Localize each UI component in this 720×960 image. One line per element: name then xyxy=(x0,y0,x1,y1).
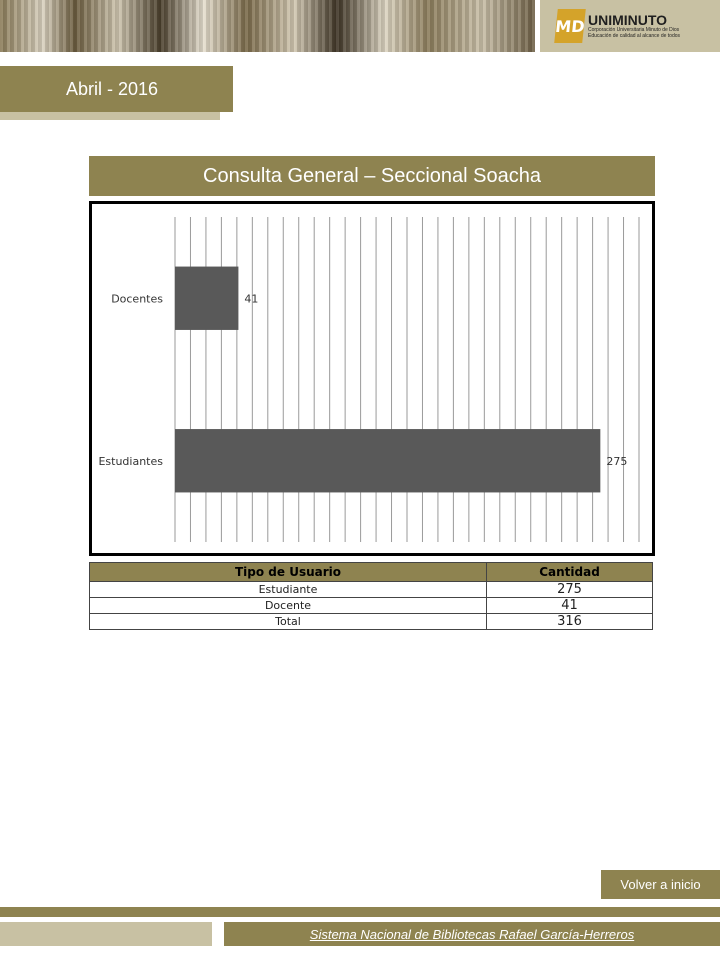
uniminuto-logo xyxy=(540,0,720,52)
cell-tipo: Estudiante xyxy=(90,582,487,598)
logo-tagline: Educación de calidad al alcance de todos xyxy=(588,33,681,39)
cell-tipo: Total xyxy=(90,614,487,630)
table-header-row xyxy=(90,563,653,582)
footer-panel xyxy=(224,922,720,946)
back-to-home-button[interactable]: Volver a inicio xyxy=(601,870,720,899)
bar-estudiantes xyxy=(175,429,600,492)
cell-cantidad: 41 xyxy=(487,598,653,614)
logo-name: UNIMINUTO xyxy=(588,12,668,28)
cell-cantidad: 275 xyxy=(487,582,653,598)
logo-subtitle: Corporación Universitaria Minuto de Dios xyxy=(588,27,680,33)
category-label: Docentes xyxy=(111,292,163,306)
logo-text xyxy=(588,13,680,39)
header-tipo-usuario: Tipo de Usuario xyxy=(90,563,487,582)
summary-table xyxy=(89,562,653,630)
footer-library-link[interactable]: Sistema Nacional de Bibliotecas Rafael García-Herreros xyxy=(309,926,635,942)
table-row-total xyxy=(90,614,653,630)
bar-docentes xyxy=(175,267,238,330)
table-row xyxy=(90,598,653,614)
table-row xyxy=(90,582,653,598)
category-label: Estudiantes xyxy=(98,454,163,468)
data-label: 275 xyxy=(606,454,628,468)
header-banner-image xyxy=(0,0,535,52)
data-label: 41 xyxy=(244,292,259,306)
footer-divider xyxy=(0,907,720,917)
footer-left-panel xyxy=(0,922,212,946)
bar-chart xyxy=(92,204,652,553)
chart-title: Consulta General – Seccional Soacha xyxy=(89,156,655,196)
logo-mark-icon: MD xyxy=(554,9,586,43)
chart-frame xyxy=(89,201,655,556)
header-cantidad: Cantidad xyxy=(487,563,653,582)
cell-cantidad: 316 xyxy=(487,614,653,630)
period-label: Abril - 2016 xyxy=(0,66,233,112)
cell-tipo: Docente xyxy=(90,598,487,614)
